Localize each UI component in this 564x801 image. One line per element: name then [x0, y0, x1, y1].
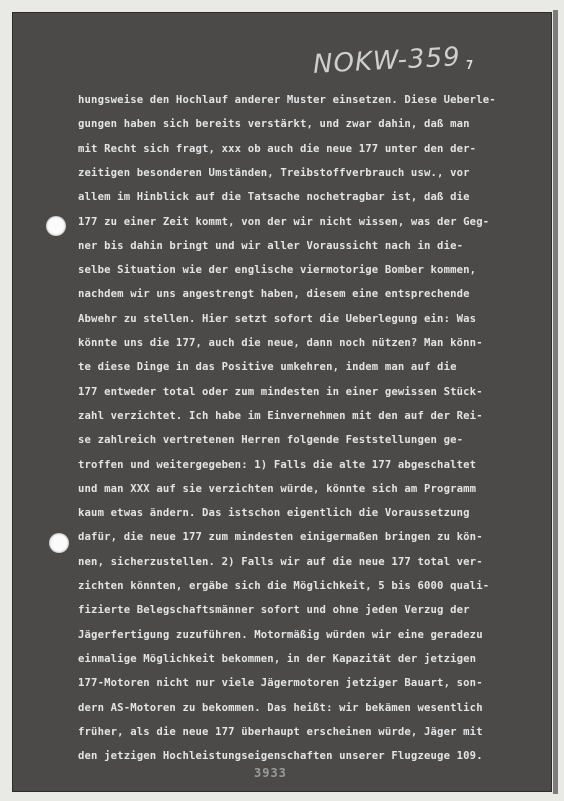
text-line: einmalige Möglichkeit bekommen, in der Kapazität der jetzigen: [78, 652, 477, 665]
text-line: hungsweise den Hochlauf anderer Muster einsetzen. Diese Ueberle-: [78, 94, 496, 106]
text-line: zeitigen besonderen Umständen, Treibstoffverbrauch usw., vor: [78, 166, 470, 179]
text-line: se zahlreich vertretenen Herren folgende Feststellungen ge-: [78, 434, 464, 447]
text-line: selbe Situation wie der englische viermotorige Bomber kommen,: [78, 264, 477, 277]
text-line: gungen haben sich bereits verstärkt, und zwar dahin, daß man: [78, 118, 470, 131]
text-line: troffen und weitergegeben: 1) Falls die alte 177 abgeschaltet: [78, 458, 477, 471]
text-line: dern AS-Motoren zu bekommen. Das heißt: wir bekämen wesentlich: [78, 701, 483, 714]
text-line: 177 zu einer Zeit kommt, von der wir nicht wissen, was der Geg-: [78, 215, 490, 228]
text-line: kaum etwas ändern. Das istschon eigentlich die Voraussetzung: [78, 507, 470, 520]
text-line: Abwehr zu stellen. Hier setzt sofort die Ueberlegung ein: Was: [78, 312, 477, 325]
text-line: zichten könnten, ergäbe sich die Möglichkeit, 5 bis 6000 quali-: [78, 580, 490, 592]
document-reference: NOKW-359: [312, 42, 462, 80]
footer-stamp-number: 3933: [254, 766, 287, 780]
text-line: könnte uns die 177, auch die neue, dann noch nützen? Man könn-: [78, 337, 483, 349]
text-line: ner bis dahin bringt und wir aller Voraussicht nach in die-: [78, 239, 464, 252]
text-line: und man XXX auf sie verzichten würde, könnte sich am Programm: [78, 482, 477, 495]
text-line: te diese Dinge in das Positive umkehren, indem man auf die: [78, 361, 457, 374]
text-line: nachdem wir uns angestrengt haben, diesem eine entsprechende: [78, 288, 470, 301]
text-line: 177 entweder total oder zum mindesten in einer gewissen Stück-: [78, 385, 483, 398]
page-number: 7: [466, 58, 474, 72]
text-line: allem im Hinblick auf die Tatsache nochetragbar ist, daß die: [78, 191, 470, 204]
text-line: zahl verzichtet. Ich habe im Einvernehmen mit den auf der Rei-: [78, 409, 483, 422]
text-line: fizierte Belegschaftsmänner sofort und ohne jeden Verzug der: [78, 604, 470, 617]
text-line: früher, als die neue 177 überhaupt erscheinen würde, Jäger mit: [78, 725, 483, 738]
text-line: den jetzigen Hochleistungseigenschaften unserer Flugzeuge 109.: [78, 750, 483, 763]
text-line: dafür, die neue 177 zum mindesten einigermaßen bringen zu kön-: [78, 531, 483, 544]
text-line: 177-Motoren nicht nur viele Jägermotoren jetziger Bauart, son-: [78, 677, 483, 690]
text-line: mit Recht sich fragt, xxx ob auch die neue 177 unter den der-: [78, 142, 477, 155]
text-line: Jägerfertigung zuzuführen. Motormäßig würden wir eine geradezu: [78, 628, 483, 641]
text-line: nen, sicherzustellen. 2) Falls wir auf die neue 177 total ver-: [78, 555, 483, 568]
